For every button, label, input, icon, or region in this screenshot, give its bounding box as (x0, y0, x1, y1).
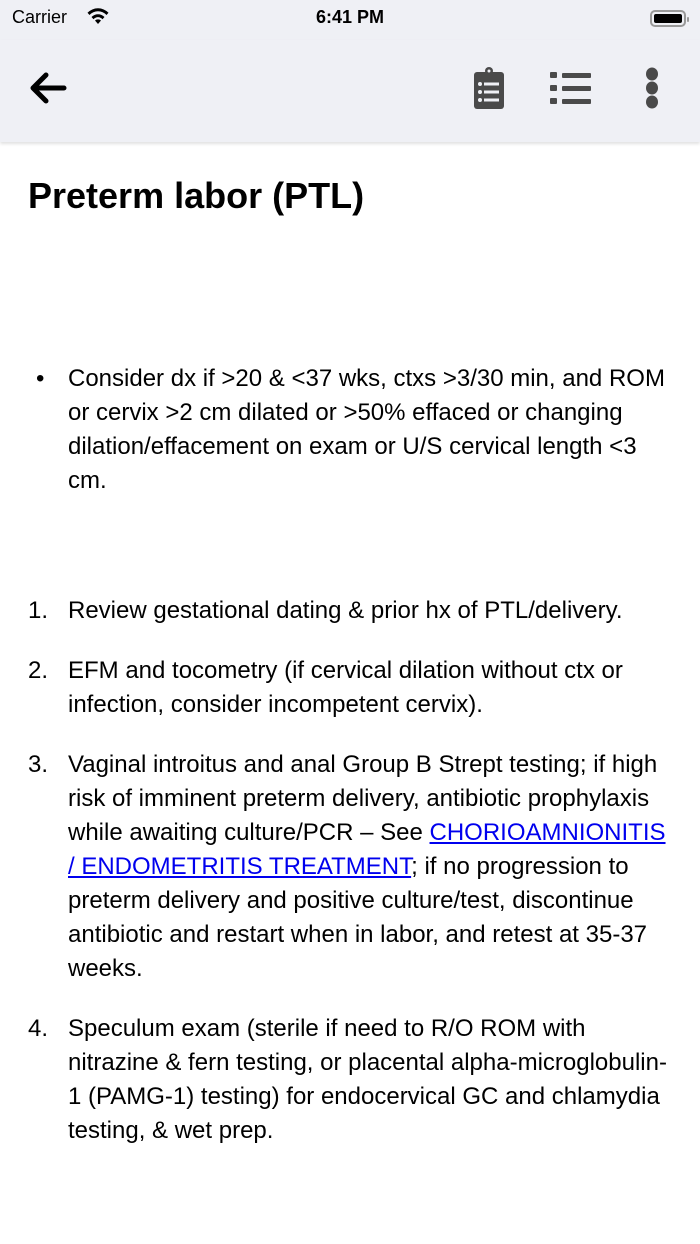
back-arrow-icon[interactable] (28, 70, 68, 106)
list-item (28, 1012, 672, 1148)
clipboard-list-icon[interactable] (472, 66, 506, 110)
article (0, 142, 700, 1174)
list-item (28, 654, 672, 722)
step-number: 3. (28, 751, 49, 778)
step-text: Speculum exam (sterile if need to R/O ROM with nitrazine & fern testing, or placental alpha-microglobulin-1 (PAMG-1) testing) for endocervical GC and chlamydia testing, & wet prep. (68, 1015, 667, 1144)
step-number: 1. (28, 597, 49, 624)
page-title: Preterm labor (PTL) (28, 175, 365, 216)
chorioamnionitis-link[interactable]: CHORIOAMNIONITIS / ENDOMETRITIS TREATMENT (68, 819, 666, 880)
step-number: 4. (28, 1015, 49, 1042)
list-item (28, 594, 672, 628)
step-text: ; if no progression to preterm delivery and positive culture/test, discontinue antibiotic and restart when in labor, and retest at 35-37 weeks. (68, 853, 648, 982)
clock: 6:41 PM (315, 7, 385, 27)
battery-icon (650, 10, 686, 27)
step-text: Review gestational dating & prior hx of PTL/delivery. (68, 597, 623, 624)
step-number: 2. (28, 657, 49, 684)
toolbar (0, 40, 700, 142)
criteria-list (28, 362, 672, 498)
step-text: EFM and tocometry (if cervical dilation without ctx or infection, consider incompetent cervix). (68, 657, 623, 718)
more-vertical-icon[interactable] (642, 66, 662, 110)
steps-list (28, 594, 672, 1148)
list-icon[interactable] (550, 70, 592, 106)
list-item: • Consider dx if >20 & <37 wks, ctxs >3/30 min, and ROM or cervix >2 cm dilated or >50% effaced or changing dilation/effacement on exam or U/S cervical length <3 cm. (28, 362, 672, 498)
step-text: Vaginal introitus and anal Group B Strept testing; if high risk of imminent preterm delivery, antibiotic prophylaxis while awaiting culture/PCR – See (68, 751, 658, 846)
status-bar (0, 0, 700, 40)
list-item (28, 748, 672, 986)
carrier-label: Carrier (12, 7, 68, 27)
